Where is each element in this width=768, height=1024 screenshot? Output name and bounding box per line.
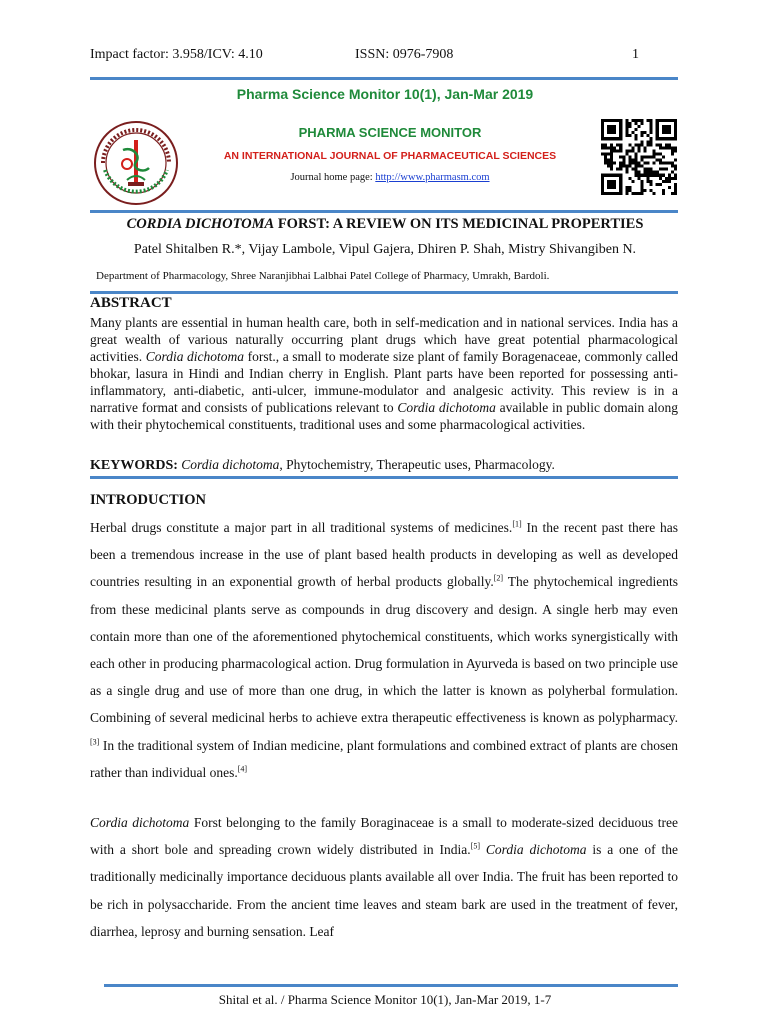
citation-ref: [1] — [512, 519, 522, 529]
author-affiliation: Department of Pharmacology, Shree Naranjibhai Lalbhai Patel College of Pharmacy, Umrakh, Bardoli. — [96, 270, 550, 282]
abstract-species: Cordia dichotoma — [397, 400, 496, 415]
journal-subtitle: AN INTERNATIONAL JOURNAL OF PHARMACEUTICAL SCIENCES — [223, 150, 557, 162]
abstract-part: forst., a small to moderate size plant of family Boragenaceae, commonly called bhokar, lasura in Hindi and Indian cherry in English. Plant parts have been reported for possessing anti-inflammatory, anti-diabetic, anti-ulcer, immune-modulator and analgesic activity. This review is in a narrative format and consists of publications relevant to — [90, 349, 679, 415]
paragraph-text: is a one of the traditionally medicinally importance deciduous plants available all over India. The fruit has been reported to be rich in polysaccharide. From the ancient time leaves and steam bark are used in the treatment of fever, diarrhea, leprosy and burning sensation. Leaf — [90, 842, 678, 939]
homepage-label: Journal home page: — [290, 172, 376, 183]
header-rule — [90, 77, 678, 80]
footer-rule — [104, 984, 678, 987]
keywords-label: KEYWORDS: — [90, 458, 178, 473]
article-authors: Patel Shitalben R.*, Vijay Lambole, Vipul Gajera, Dhiren P. Shah, Mistry Shivangiben N. — [133, 242, 637, 257]
article-title — [60, 216, 710, 233]
journal-homepage — [190, 172, 590, 183]
paragraph-text: Herbal drugs constitute a major part in all traditional systems of medicines. — [90, 520, 513, 535]
citation-ref: [2] — [493, 573, 504, 583]
introduction-heading: INTRODUCTION — [90, 492, 207, 508]
title-species: CORDIA DICHOTOMA — [126, 216, 275, 232]
header-impact-factor: Impact factor: 3.958/ICV: 4.10 — [90, 47, 263, 62]
journal-seal-icon — [93, 120, 179, 206]
species-name: Cordia dichotoma — [479, 842, 587, 858]
abstract-text — [90, 314, 678, 433]
species-name: Cordia dichotoma — [90, 815, 190, 830]
introduction-paragraph-2 — [90, 809, 678, 945]
keywords-line — [90, 457, 680, 474]
abstract-rule — [90, 476, 678, 479]
qr-code-icon — [601, 119, 677, 195]
journal-issue-line: Pharma Science Monitor 10(1), Jan-Mar 2019 — [236, 86, 534, 102]
masthead-rule — [90, 210, 678, 213]
citation-ref: [3] — [90, 737, 100, 747]
abstract-species: Cordia dichotoma — [145, 349, 245, 364]
paragraph-text: The phytochemical ingredients from these medicinal plants serve as compounds in drug discovery and design. A single herb may even contain more than one of the aforementioned phytochemical constituents, which works synergistically with each other in producing pharmacological action. Drug formulation in Ayurveda is based on two principle use as a single drug and use of more than one drug, in which the latter is known as polyherbal formulation. Combining of several medicinal herbs to achieve extra therapeutic effectiveness is known as polypharmacy. — [90, 574, 678, 726]
citation-ref: [5] — [470, 841, 480, 851]
header-issn: ISSN: 0976-7908 — [355, 47, 454, 62]
citation-ref: [4] — [237, 764, 248, 774]
paragraph-text: In the recent past there has been a tremendous increase in the use of plant based health products in developing as well as developed countries resulting in an exponential growth of herbal products globally. — [90, 520, 678, 590]
introduction-paragraph-1 — [90, 514, 678, 786]
journal-name: PHARMA SCIENCE MONITOR — [298, 125, 482, 140]
abstract-part: Many plants are essential in human health care, both in self-medication and in national services. India has a great wealth of various naturally occurring plant drugs which have great potential pharmacological activities. — [90, 315, 678, 364]
paragraph-text: In the traditional system of Indian medicine, plant formulations and combined extract of plants are chosen rather than individual ones. — [90, 737, 678, 780]
homepage-link[interactable]: http://www.pharmasm.com — [375, 172, 490, 183]
abstract-heading: ABSTRACT — [90, 295, 172, 311]
title-rest: FORST: A REVIEW ON ITS MEDICINAL PROPERTIES — [274, 216, 644, 232]
page-footer: Shital et al. / Pharma Science Monitor 10(1), Jan-Mar 2019, 1-7 — [218, 992, 552, 1007]
header-page-number: 1 — [632, 47, 639, 62]
keywords-species: Cordia dichotoma — [177, 457, 280, 472]
keywords-list: , Phytochemistry, Therapeutic uses, Pharmacology. — [279, 457, 555, 472]
affiliation-rule — [90, 291, 678, 294]
paragraph-text: Forst belonging to the family Boraginaceae is a small to moderate-sized deciduous tree with a short bole and spreading crown widely distributed in India. — [90, 815, 678, 858]
abstract-part: available in public domain along with their phytochemical constituents, traditional uses and some pharmacological activities. — [90, 400, 678, 432]
